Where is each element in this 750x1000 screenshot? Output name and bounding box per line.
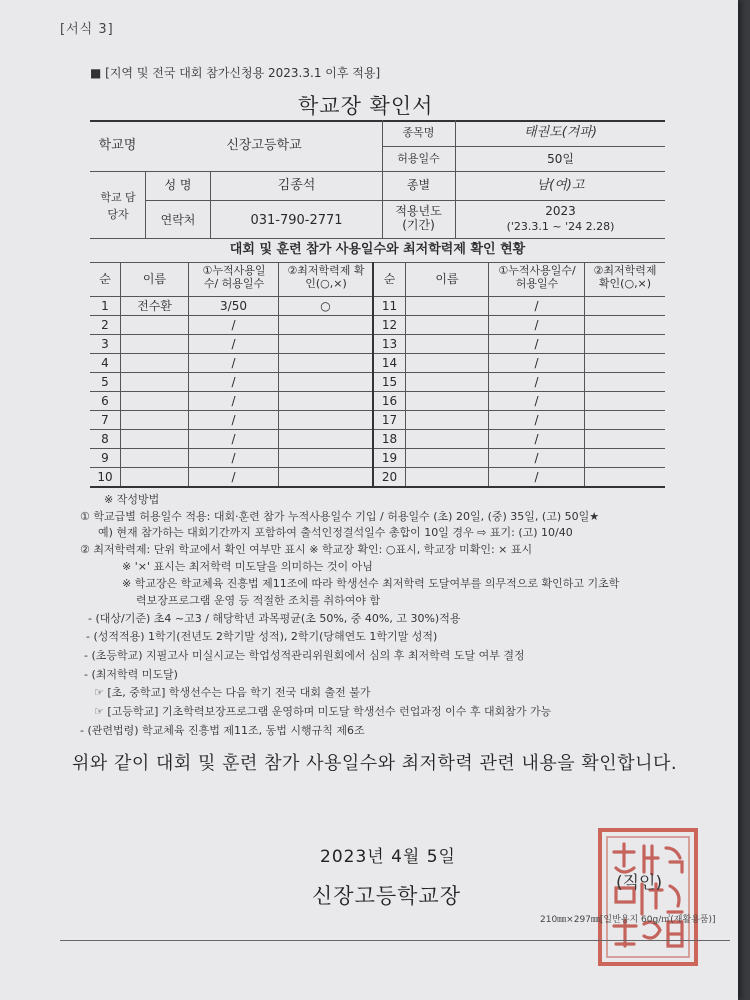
paper-info: 210㎜×297㎜[일반용지 60g/㎡(재활용품)]: [540, 915, 716, 925]
instruction-line: ※ '×' 표시는 최저학력 미도달을 의미하는 것이 아님: [122, 560, 373, 573]
instruction-line: - (초등학교) 지필고사 미실시교는 학업성적관리위원회에서 심의 후 최저학력 도달 여부 결정: [84, 649, 525, 662]
issue-date: 2023년 4월 5일: [320, 847, 456, 867]
row-no: 12: [381, 318, 398, 332]
declaration-text: 위와 같이 대회 및 훈련 참가 사용일수와 최저학력 관련 내용을 확인합니다.: [72, 753, 678, 774]
row-no: 20: [381, 470, 398, 484]
row-no: 13: [381, 337, 398, 351]
period-value: ('23.3.1 ~ '24 2.28): [506, 220, 615, 233]
instruction-line: - (최저학력 미도달): [84, 668, 178, 681]
instruction-line: ☞ [고등학교] 기초학력보장프로그램 운영하며 미도달 학생선수 런업과정 이수 후 대회참가 가능: [94, 705, 552, 718]
row-no: 16: [381, 394, 398, 408]
col-header-name: 이름: [142, 272, 167, 286]
row-days: /: [231, 413, 236, 427]
name-value: 김종석: [277, 178, 316, 193]
row-no: 8: [101, 432, 109, 446]
row-no: 6: [101, 394, 109, 408]
seal-label: (직인): [616, 873, 663, 893]
instruction-line: ① 학교급별 허용일수 적용: 대회·훈련 참가 누적사용일수 기입 / 허용일수 (초) 20일, (중) 35일, (고) 50일★: [80, 510, 600, 523]
row-days: /: [231, 432, 236, 446]
row-days: /: [231, 318, 236, 332]
form-subtitle: ■ [지역 및 전국 대회 참가신청용 2023.3.1 이후 적용]: [90, 66, 381, 80]
instruction-line: - (성적적용) 1학기(전년도 2학기말 성적), 2학기(당해연도 1학기말 성적): [86, 630, 438, 643]
row-days: /: [231, 470, 236, 484]
footer-divider: [60, 940, 730, 941]
row-days: /: [534, 413, 539, 427]
year-value: 2023: [545, 204, 576, 218]
gender-value: 남(여)고: [536, 178, 585, 193]
instructions-heading: ※ 작성방법: [104, 493, 160, 506]
row-no: 10: [97, 470, 113, 484]
principal-name: 신장고등학교장: [312, 884, 462, 908]
allowed-days-label: 허용일수: [397, 152, 440, 165]
instruction-line: ② 최저학력제: 단위 학교에서 확인 여부만 표시 ※ 학교장 확인: ○표시, 학교장 미확인: × 표시: [80, 543, 533, 556]
instruction-line: - (대상/기준) 초4 ~고3 / 해당학년 과목평균(초 50%, 중 40%, 고 30%)적용: [88, 612, 461, 625]
school-name-value: 신장고등학교: [226, 138, 302, 153]
instruction-line: 력보장프로그램 운영 등 적절한 조치를 취하여야 함: [136, 594, 381, 607]
page-title: 학교장 확인서: [298, 94, 434, 118]
row-days: /: [231, 375, 236, 389]
row-no: 3: [101, 337, 109, 351]
row-days: /: [534, 432, 539, 446]
col-header-days: ①누적사용일수/ 허용일수: [202, 264, 266, 291]
confirmation-table: [90, 120, 665, 486]
row-no: 7: [101, 413, 109, 427]
official-seal-stamp: [592, 822, 704, 972]
instruction-line: 예) 현재 참가하는 대회기간까지 포함하여 출석인정결석일수 총합이 10일 경우 ⇨ 표기: (고) 10/40: [98, 526, 573, 539]
row-no: 19: [381, 451, 398, 465]
row-days: /: [231, 451, 236, 465]
col-header-days-right: ①누적사용일수/ 허용일수: [498, 264, 576, 291]
row-no: 11: [381, 299, 398, 313]
instruction-line: ☞ [초, 중학교] 학생선수는 다음 학기 전국 대회 출전 불가: [94, 686, 371, 699]
sport-label: 종목명: [402, 126, 435, 139]
row-days: /: [534, 394, 539, 408]
gender-label: 종별: [406, 178, 431, 192]
col-header-check-right: ②최저학력제 확인(○,×): [593, 264, 657, 291]
sport-value: 태권도(겨파): [524, 125, 597, 140]
row-no: 14: [381, 356, 398, 370]
row-days: /: [231, 356, 236, 370]
name-label: 성 명: [164, 178, 192, 192]
row-days: /: [534, 375, 539, 389]
row-days: /: [534, 337, 539, 351]
row-no: 5: [101, 375, 109, 389]
row-no: 17: [381, 413, 398, 427]
row-check: ○: [320, 299, 331, 313]
row-days: 3/50: [220, 299, 247, 313]
row-days: /: [231, 337, 236, 351]
row-no: 2: [101, 318, 109, 332]
row-no: 15: [381, 375, 398, 389]
contact-value: 031-790-2771: [250, 213, 343, 228]
row-no: 1: [101, 299, 109, 313]
col-header-no: 순: [99, 272, 111, 286]
status-heading: 대회 및 훈련 참가 사용일수와 최저학력제 확인 현황: [229, 242, 526, 257]
school-name-label: 학교명: [98, 138, 137, 153]
row-no: 18: [381, 432, 398, 446]
row-days: /: [534, 470, 539, 484]
allowed-days-value: 50일: [547, 152, 574, 166]
instruction-line: - (관련법령) 학교체육 진흥법 제11조, 동법 시행규칙 제6조: [80, 724, 365, 737]
manager-label: 학교 담당자: [100, 191, 136, 221]
col-header-check: ②최저학력제 확인(○,×): [287, 264, 365, 291]
row-days: /: [534, 318, 539, 332]
col-header-name-right: 이름: [435, 272, 459, 286]
row-days: /: [534, 299, 539, 313]
row-days: /: [231, 394, 236, 408]
col-header-no-right: 순: [383, 272, 396, 286]
year-label: 적용년도 (기간): [395, 204, 442, 233]
row-name: 전수환: [137, 299, 172, 313]
row-no: 9: [101, 451, 109, 465]
row-days: /: [534, 356, 539, 370]
row-no: 4: [101, 356, 109, 370]
contact-label: 연락처: [160, 213, 196, 227]
instruction-line: ※ 학교장은 학교체육 진흥법 제11조에 따라 학생선수 최저학력 도달여부를 의무적으로 확인하고 기초학: [122, 577, 620, 590]
row-days: /: [534, 451, 539, 465]
form-number: [서식 3]: [60, 22, 114, 37]
